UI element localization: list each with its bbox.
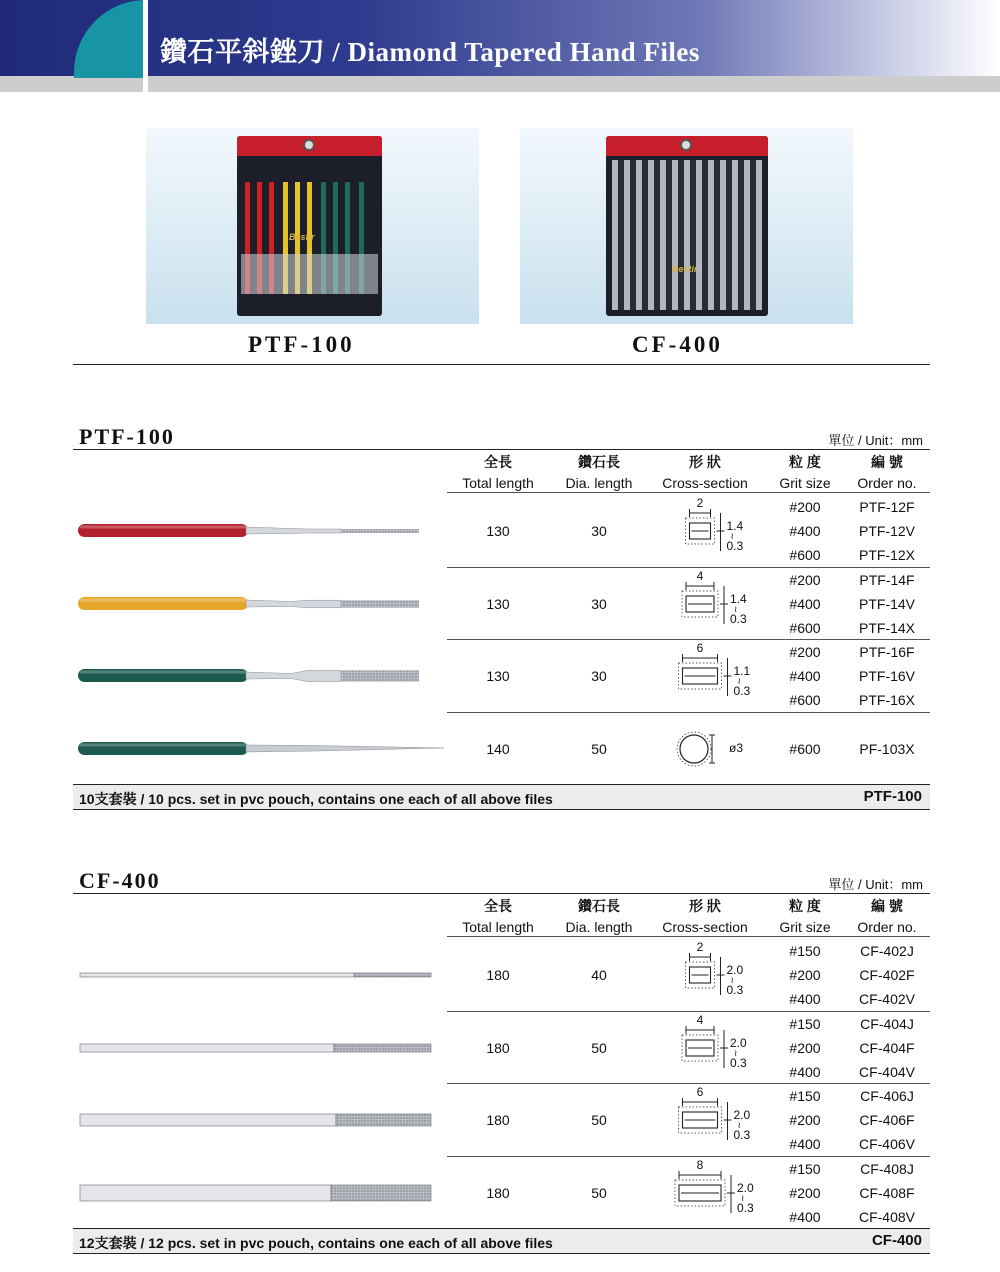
table-top-rule xyxy=(73,449,930,450)
order-number: CF-408V xyxy=(858,1208,916,1225)
dia-length-value: 50 xyxy=(591,1184,607,1201)
grit-value: #600 xyxy=(789,740,821,757)
photo-caption: CF-400 xyxy=(632,332,723,357)
grit-value: #600 xyxy=(789,619,821,636)
header-zh: 鑽石長 xyxy=(578,898,620,914)
width-label: 8 xyxy=(696,1157,704,1172)
set-footer xyxy=(73,784,930,810)
header-zh: 全長 xyxy=(484,454,512,470)
total-length-value: 180 xyxy=(486,1039,510,1056)
header-zh: 編 號 xyxy=(871,454,903,470)
order-number: CF-408J xyxy=(860,1160,914,1177)
header-en: Order no. xyxy=(857,475,917,491)
unit-label: 單位 / Unit：mm xyxy=(828,433,923,448)
grit-value: #400 xyxy=(789,991,821,1007)
order-number: PTF-12F xyxy=(859,499,915,515)
grit-value: #200 xyxy=(789,1039,821,1056)
width-label: 6 xyxy=(696,641,704,655)
thickness-sep-label: ≀ xyxy=(730,531,734,541)
dia-length-value: 30 xyxy=(591,668,607,684)
grit-value: #200 xyxy=(789,644,821,660)
grit-value: #200 xyxy=(789,1112,821,1128)
thickness-sep-label: ≀ xyxy=(741,1192,745,1203)
header-strip xyxy=(0,76,1000,92)
order-number: PTF-16F xyxy=(859,644,915,660)
thickness-min-label: 0.3 xyxy=(730,611,747,626)
thickness-max-label: 1.4 xyxy=(726,519,744,533)
brand-logo: Bestir xyxy=(289,232,315,242)
header-en: Total length xyxy=(462,919,534,935)
order-number: CF-406V xyxy=(858,1136,916,1152)
cross-section-diagram xyxy=(660,711,760,779)
header-zh: 編 號 xyxy=(871,898,903,914)
grommet-icon xyxy=(680,139,692,151)
header-en: Cross-section xyxy=(662,475,748,491)
thickness-sep-label: ≀ xyxy=(737,1120,741,1130)
grit-value: #200 xyxy=(789,967,821,983)
col-grit-size-header xyxy=(766,896,844,938)
thickness-max-label: 1.1 xyxy=(733,664,751,678)
order-number: PTF-14V xyxy=(858,595,915,612)
steel-file-image xyxy=(76,960,456,990)
header-divider xyxy=(143,0,148,96)
order-number: CF-402V xyxy=(858,991,916,1007)
unit-label: 單位 / Unit：mm xyxy=(828,877,923,892)
file-with-handle-image xyxy=(76,516,456,546)
width-label: 4 xyxy=(696,1012,704,1027)
col-order-no-header xyxy=(846,896,928,938)
thickness-max-label: 2.0 xyxy=(733,1108,751,1122)
col-cross-section-header xyxy=(650,452,760,494)
total-length-value: 180 xyxy=(486,1184,510,1201)
order-number: PTF-12X xyxy=(858,547,915,563)
brand-logo: Bestir xyxy=(672,264,698,274)
order-number: PF-103X xyxy=(859,740,915,757)
thickness-min-label: 0.3 xyxy=(726,983,744,997)
set-order-number: PTF-100 xyxy=(863,788,922,805)
dia-length-value: 50 xyxy=(591,740,607,757)
order-number: PTF-14F xyxy=(859,571,915,588)
order-number: PTF-16V xyxy=(858,668,915,684)
width-label: 2 xyxy=(696,496,704,510)
grit-value: #400 xyxy=(789,595,821,612)
total-length-value: 140 xyxy=(486,740,510,757)
order-number: CF-408F xyxy=(859,1184,915,1201)
header-zh: 粒 度 xyxy=(789,898,821,914)
header-en: Cross-section xyxy=(662,919,748,935)
col-dia-length-header xyxy=(550,896,648,938)
col-total-length-header xyxy=(448,896,548,938)
total-length-value: 180 xyxy=(486,967,510,983)
grit-value: #150 xyxy=(789,1015,821,1032)
grit-value: #150 xyxy=(789,943,821,959)
header-zh: 形 狀 xyxy=(689,898,721,914)
header-zh: 全長 xyxy=(484,898,512,914)
grit-value: #600 xyxy=(789,692,821,708)
order-number: CF-402J xyxy=(860,943,914,959)
grit-value: #400 xyxy=(789,1208,821,1225)
thickness-min-label: 0.3 xyxy=(737,1200,754,1215)
thickness-sep-label: ≀ xyxy=(737,676,741,686)
header-en: Order no. xyxy=(857,919,917,935)
order-number: CF-404V xyxy=(858,1063,916,1080)
set-description: 12支套裝 / 12 pcs. set in pvc pouch, contains one each of all above files xyxy=(79,1235,553,1251)
set-order-number: CF-400 xyxy=(871,1232,922,1249)
width-label: 6 xyxy=(696,1085,704,1099)
steel-file-image xyxy=(76,1033,456,1063)
dia-length-value: 40 xyxy=(591,967,607,983)
thickness-sep-label: ≀ xyxy=(734,603,738,614)
divider xyxy=(73,364,930,365)
col-grit-size-header xyxy=(766,452,844,494)
header-en: Dia. length xyxy=(565,475,633,491)
order-number: CF-406J xyxy=(860,1088,914,1104)
table-title: PTF-100 xyxy=(79,424,175,449)
product-photo-ptf100 xyxy=(146,128,479,324)
thickness-max-label: 2.0 xyxy=(726,963,744,977)
col-cross-section-header xyxy=(650,896,760,938)
total-length-value: 130 xyxy=(486,668,510,684)
total-length-value: 180 xyxy=(486,1112,510,1128)
thickness-min-label: 0.3 xyxy=(733,1128,751,1142)
order-number: CF-404J xyxy=(860,1015,914,1032)
header-en: Grit size xyxy=(779,475,831,491)
thickness-min-label: 0.3 xyxy=(730,1055,747,1070)
dia-length-value: 30 xyxy=(591,595,607,612)
grit-value: #400 xyxy=(789,1136,821,1152)
order-number: PTF-16X xyxy=(858,692,915,708)
thickness-min-label: 0.3 xyxy=(726,539,744,553)
pouch-header xyxy=(237,136,382,156)
grit-value: #400 xyxy=(789,523,821,539)
file-with-handle-image xyxy=(76,589,456,619)
grit-value: #600 xyxy=(789,547,821,563)
col-total-length-header xyxy=(448,452,548,494)
cross-section-diagram xyxy=(660,937,760,1005)
col-dia-length-header xyxy=(550,452,648,494)
header-zh: 鑽石長 xyxy=(578,454,620,470)
order-number: CF-402F xyxy=(859,967,915,983)
product-photo-cf400 xyxy=(520,128,853,324)
table-top-rule xyxy=(73,893,930,894)
grommet-icon xyxy=(303,139,315,151)
order-number: CF-404F xyxy=(859,1039,915,1056)
header-en: Total length xyxy=(462,475,534,491)
diameter-label: ø3 xyxy=(729,740,744,755)
total-length-value: 130 xyxy=(486,595,510,612)
width-label: 4 xyxy=(696,568,704,583)
photo-caption: PTF-100 xyxy=(248,332,355,357)
page-title: 鑽石平斜銼刀 / Diamond Tapered Hand Files xyxy=(160,37,700,67)
cross-section-diagram xyxy=(660,493,760,561)
thickness-max-label: 2.0 xyxy=(737,1180,754,1195)
table-title: CF-400 xyxy=(79,868,161,893)
grit-value: #400 xyxy=(789,1063,821,1080)
grit-value: #200 xyxy=(789,571,821,588)
file-with-handle-image xyxy=(76,734,456,764)
set-footer xyxy=(73,1228,930,1254)
order-number: CF-406F xyxy=(859,1112,915,1128)
grit-value: #400 xyxy=(789,668,821,684)
header-zh: 形 狀 xyxy=(689,454,721,470)
thickness-sep-label: ≀ xyxy=(734,1047,738,1058)
dia-length-value: 30 xyxy=(591,523,607,539)
pouch-header xyxy=(606,136,768,156)
set-description: 10支套裝 / 10 pcs. set in pvc pouch, contains one each of all above files xyxy=(79,791,553,807)
thickness-max-label: 2.0 xyxy=(730,1035,747,1050)
pvc-pouch xyxy=(606,136,768,316)
file-with-handle-image xyxy=(76,661,456,691)
total-length-value: 130 xyxy=(486,523,510,539)
thickness-sep-label: ≀ xyxy=(730,975,734,985)
header-en: Grit size xyxy=(779,919,831,935)
order-number: PTF-12V xyxy=(858,523,915,539)
thickness-min-label: 0.3 xyxy=(733,684,751,698)
grit-value: #150 xyxy=(789,1088,821,1104)
header-en: Dia. length xyxy=(565,919,633,935)
steel-file-image xyxy=(76,1105,456,1135)
steel-file-image xyxy=(76,1178,456,1208)
grit-value: #200 xyxy=(789,1184,821,1201)
dia-length-value: 50 xyxy=(591,1112,607,1128)
header-zh: 粒 度 xyxy=(789,454,821,470)
thickness-max-label: 1.4 xyxy=(730,591,747,606)
dia-length-value: 50 xyxy=(591,1039,607,1056)
grit-value: #150 xyxy=(789,1160,821,1177)
col-order-no-header xyxy=(846,452,928,494)
order-number: PTF-14X xyxy=(858,619,915,636)
width-label: 2 xyxy=(696,940,704,954)
grit-value: #200 xyxy=(789,499,821,515)
pvc-pouch xyxy=(237,136,382,316)
